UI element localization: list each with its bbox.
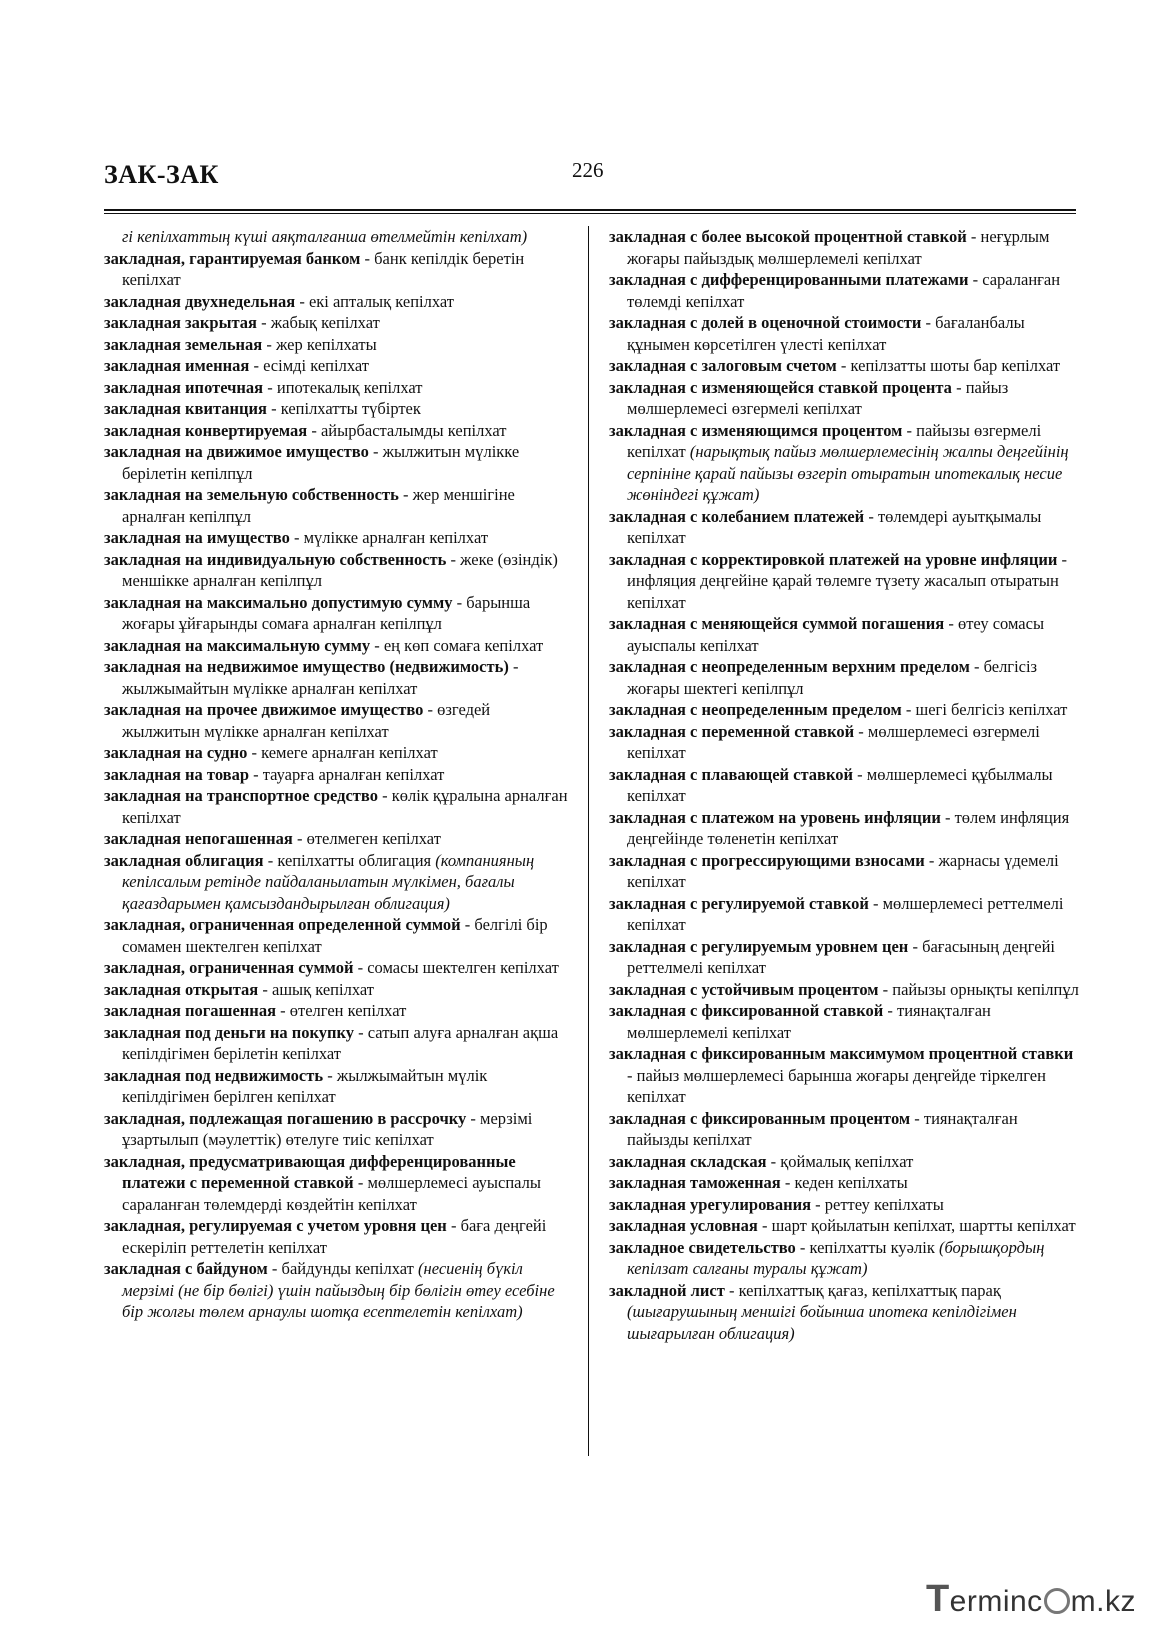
entry-definition: төлемдері ауытқымалы кепілхат [627,506,1042,547]
entry-definition: екі апталық кепілхат [308,291,454,311]
entry-definition: тиянақталған пайызды кепілхат [627,1108,1018,1149]
entry-definition: баға деңгейі ескеріліп реттелетін кепілхат [122,1216,547,1257]
entry-definition: айырбасталымды кепілхат [320,420,507,440]
entry-definition: жер меншігіне арналған кепілпұл [122,485,515,526]
entry-term: закладная под недвижимость [104,1065,324,1085]
header-rule-thick [104,209,1076,211]
entry-definition: жарнасы үдемелі кепілхат [627,850,1059,891]
entry-definition: жер кепілхаты [275,334,377,354]
entry-term: закладная с байдуном [104,1259,268,1278]
entry-term: закладная на индивидуальную собственность [104,549,447,569]
entry-definition: кеден кепілхаты [794,1173,908,1192]
header-rule-thin [104,213,1076,214]
entry-term: закладная на земельную собственность [104,485,399,504]
dictionary-entry: закладная на максимальную сумму - ең көп сомаға кепілхат [104,635,544,655]
entry-term: закладная с плавающей ставкой [609,764,854,784]
entry-definition: шарт қойылатын кепілхат, шартты кепілхат [771,1216,1076,1235]
dictionary-entry: закладная ипотечная - ипотекалық кепілхат [104,377,423,397]
entry-term: закладная таможенная [609,1173,781,1192]
entry-term: закладная непогашенная [104,829,293,848]
column-divider [588,226,589,1456]
entry-term: закладная на прочее движимое имущество [104,700,424,719]
dictionary-entry: закладная с устойчивым процентом - пайызы орнықты кепілпұл [609,979,1079,999]
dictionary-entry: закладной лист - кепілхаттық қағаз, кепілхаттық парақ (шығарушының меншігі бойынша ипотека кепілдігімен шығарылған облигация) [609,1280,1017,1343]
entry-definition: барынша жоғары ұйғарынды сомаға арналған кепілпұл [122,592,531,633]
dictionary-entry: закладная с неопределенным пределом - шегі белгісіз кепілхат [609,700,1068,719]
entry-term: закладная с фиксированной ставкой [609,1001,884,1020]
entry-definition: шегі белгісіз кепілхат [915,700,1068,719]
entry-term: закладная с залоговым счетом [609,356,837,375]
entry-definition: ең көп сомаға кепілхат [383,635,544,655]
entry-definition: мөлшерлемесі ауыспалы сараланған төлемдерді көздейтін кепілхат [122,1173,541,1214]
entry-definition: бағасының деңгейі реттелмелі кепілхат [627,936,1055,977]
entry-definition: байдунды кепілхат [281,1259,414,1278]
left-column [104,226,572,1323]
dictionary-entry: закладная непогашенная - өтелмеген кепілхат [104,829,441,848]
dictionary-entry: закладная открытая - ашық кепілхат [104,979,374,999]
entry-definition: жылжымайтын мүлік кепілдігімен берілген кепілхат [122,1065,488,1106]
entry-term: закладная с регулируемым уровнем цен [609,936,909,956]
entry-definition: мүлікке арналған кепілхат [303,528,489,547]
dictionary-entry: закладная под деньги на покупку - сатып алуға арналған ақша кепілдігімен берілетін кепілхат [104,1022,559,1063]
entry-term: закладная на максимально допустимую сумму [104,592,453,612]
entry-term: закладная с изменяющимся процентом [609,420,903,440]
entry-term: закладная именная [104,356,250,375]
dictionary-entry: закладное свидетельство - кепілхатты куәлік (борышқордың кепілзат салғаны туралы құжат) [609,1237,1045,1278]
dictionary-entry: закладная закрытая - жабық кепілхат [104,313,380,332]
dictionary-entry: закладная квитанция - кепілхатты түбіртек [104,399,421,418]
dictionary-entry: закладная с залоговым счетом - кепілзатты шоты бар кепілхат [609,356,1061,375]
dictionary-entry: закладная на товар - тауарға арналған кепілхат [104,764,445,784]
dictionary-entry: закладная с меняющейся суммой погашения - өтеу сомасы ауыспалы кепілхат [609,614,1045,655]
entry-term: закладная с неопределенным пределом [609,700,902,719]
entry-term: закладная на судно [104,743,248,762]
entry-term: закладная на транспортное средство [104,786,378,805]
dictionary-entry: закладная таможенная - кеден кепілхаты [609,1173,908,1192]
entry-term: закладная облигация [104,850,264,870]
dictionary-entry: закладная с долей в оценочной стоимости - бағаланбалы құнымен көрсетілген үлесті кепілхат [609,313,1025,354]
entry-definition: мөлшерлемесі құбылмалы кепілхат [627,764,1053,805]
entry-term: закладная, ограниченная суммой [104,958,354,977]
dictionary-entry: закладная на прочее движимое имущество - өзгедей жылжитын мүлікке арналған кепілхат [104,700,491,741]
dictionary-entry: закладная складская - қоймалық кепілхат [609,1151,914,1171]
entry-definition: жабық кепілхат [270,313,380,332]
dictionary-entry: закладная земельная - жер кепілхаты [104,334,377,354]
dictionary-entry: закладная на индивидуальную собственность - жеке (өзіндік) меншікке арналған кепілпұл [104,549,558,590]
entry-term: закладная, гарантируемая банком [104,248,361,268]
dictionary-entry: закладная именная - есімді кепілхат [104,356,369,375]
entry-definition: мөлшерлемесі реттелмелі кепілхат [627,893,1064,934]
dictionary-entry: закладная на движимое имущество - жылжитын мүлікке берілетін кепілпұл [104,442,520,483]
entry-definition: сатып алуға арналған ақша кепілдігімен берілетін кепілхат [122,1022,559,1063]
entry-definition: тиянақталған мөлшерлемелі кепілхат [627,1001,991,1042]
entry-definition: есімді кепілхат [263,356,369,375]
entry-term: закладная с долей в оценочной стоимости [609,313,922,332]
entry-term: закладная с прогрессирующими взносами [609,850,925,870]
entry-term: закладная ипотечная [104,377,264,397]
dictionary-entry: закладная на недвижимое имущество (недвижимость) - жылжымайтын мүлікке арналған кепілхат [104,657,519,698]
entry-term: закладная квитанция [104,399,267,418]
dictionary-entry: закладная с дифференцированными платежами - сараланған төлемді кепілхат [609,270,1061,311]
entry-definition: сомасы шектелген кепілхат [367,958,559,977]
entry-definition: сараланған төлемді кепілхат [627,270,1061,311]
right-column [609,226,1079,1344]
entry-definition: жылжитын мүлікке берілетін кепілпұл [122,442,520,483]
page-number: 226 [572,158,604,182]
entry-term: закладная с фиксированным максимумом процентной ставки [609,1044,1074,1063]
entry-definition: банк кепілдік беретін кепілхат [122,248,525,289]
entry-definition: белгілі бір сомамен шектелген кепілхат [122,915,548,956]
dictionary-entry: закладная под недвижимость - жылжымайтын мүлік кепілдігімен берілген кепілхат [104,1065,488,1106]
entry-definition: жеке (өзіндік) меншікке арналған кепілпұл [122,549,558,590]
entry-term: закладная с платежом на уровень инфляции [609,807,941,827]
dictionary-entry: закладная, ограниченная суммой - сомасы шектелген кепілхат [104,958,559,977]
logo-ring-icon [1044,1588,1070,1614]
entry-term: закладная земельная [104,334,263,354]
dictionary-entry: закладная конвертируемая - айырбасталымды кепілхат [104,420,507,440]
entry-term: закладная, предусматривающая дифференцированные платежи с переменной ставкой [104,1151,516,1192]
entry-term: закладная урегулирования [609,1194,812,1214]
dictionary-entry: закладная с фиксированным процентом - тиянақталған пайызды кепілхат [609,1108,1018,1149]
dictionary-entry: закладная условная - шарт қойылатын кепілхат, шартты кепілхат [609,1216,1076,1235]
dictionary-entry: закладная с прогрессирующими взносами - жарнасы үдемелі кепілхат [609,850,1059,891]
entry-definition: өтеу сомасы ауыспалы кепілхат [627,614,1045,655]
entry-definition: белгісіз жоғары шектегі кепілпұл [627,657,1038,698]
dictionary-entry: закладная на максимально допустимую сумму - барынша жоғары ұйғарынды сомаға арналған кепілпұл [104,592,531,633]
entry-term: закладная складская [609,1151,767,1171]
entry-definition: кепілхатты түбіртек [280,399,421,418]
dictionary-entry: закладная с платежом на уровень инфляции - төлем инфляция деңгейінде төленетін кепілхат [609,807,1070,848]
dictionary-entry: закладная на земельную собственность - жер меншігіне арналған кепілпұл [104,485,515,526]
dictionary-entry: закладная на транспортное средство - көлік құралына арналған кепілхат [104,786,568,827]
entry-note: (нарықтық пайыз мөлшерлемесінің жалпы деңгейінің серпініне қарай пайызы өзгеріп отыратын ипотекалық несие жөніндегі құжат) [627,442,1069,504]
entry-definition: өзгедей жылжитын мүлікке арналған кепілхат [122,700,491,741]
entry-term: закладная с корректировкой платежей на уровне инфляции [609,549,1058,569]
entry-definition: кепілхатты куәлік [809,1237,935,1257]
entry-term: закладная, регулируемая с учетом уровня цен [104,1216,447,1235]
dictionary-entry: закладная с колебанием платежей - төлемдері ауытқымалы кепілхат [609,506,1042,547]
entry-definition: өтелмеген кепілхат [306,829,441,848]
entry-term: закладная условная [609,1216,758,1235]
entry-definition: кемеге арналған кепілхат [261,743,438,762]
entry-term: закладная двухнедельная [104,291,296,311]
dictionary-entry: закладная погашенная - өтелген кепілхат [104,1001,407,1020]
entry-term: закладная открытая [104,979,259,999]
header-title: ЗАК-ЗАК [104,160,219,189]
entry-term: закладная с изменяющейся ставкой процента [609,377,952,397]
entry-definition: пайыз мөлшерлемесі барынша жоғары деңгейде тіркелген кепілхат [627,1065,1046,1106]
dictionary-entry: закладная, предусматривающая дифференцированные платежи с переменной ставкой - мөлшерлемесі ауыспалы сараланған төлемдерді көздейтін кепілхат [104,1151,541,1214]
entry-definition: пайызы өзгермелі кепілхат [627,420,1042,461]
entry-definition: пайызы орнықты кепілпұл [892,979,1079,999]
dictionary-entry: закладная на имущество - мүлікке арналған кепілхат [104,528,489,547]
dictionary-entry: закладная с неопределенным верхним пределом - белгісіз жоғары шектегі кепілпұл [609,657,1038,698]
dictionary-entry: закладная с байдуном - байдунды кепілхат (несиенің бүкіл мерзімі (не бір бөлігі) үшін пайыздың бір бөлігін өтеу есебіне бір жолғы төлем арнаулы шотқа есептелетін кепілхат) [104,1259,555,1321]
dictionary-entry: закладная с регулируемой ставкой - мөлшерлемесі реттелмелі кепілхат [609,893,1064,934]
entry-term: закладная на движимое имущество [104,442,369,461]
dictionary-entry: закладная, подлежащая погашению в рассрочку - мерзімі ұзартылып (мәулеттік) өтелуге тиіс кепілхат [104,1108,533,1149]
entry-term: закладная с неопределенным верхним пределом [609,657,970,676]
dictionary-entry: закладная с регулируемым уровнем цен - бағасының деңгейі реттелмелі кепілхат [609,936,1055,977]
entry-definition: инфляция деңгейіне қарай төлемге түзету жасалып отыратын кепілхат [627,571,1059,612]
entry-definition: бағаланбалы құнымен көрсетілген үлесті кепілхат [627,313,1025,354]
dictionary-entry: закладная, гарантируемая банком - банк кепілдік беретін кепілхат [104,248,525,289]
dictionary-entry: закладная с фиксированным максимумом процентной ставки - пайыз мөлшерлемесі барынша жоғары деңгейде тіркелген кепілхат [609,1044,1074,1106]
termincom-logo: Terminc m.kz [925,1578,1136,1620]
entry-definition: кепілхатты облигация [277,850,432,870]
dictionary-entry: закладная с переменной ставкой - мөлшерлемесі өзгермелі кепілхат [609,721,1040,762]
entry-definition: мерзімі ұзартылып (мәулеттік) өтелуге тиіс кепілхат [122,1108,533,1149]
entry-note: (шығарушының меншігі бойынша ипотека кепілдігімен шығарылған облигация) [627,1302,1017,1343]
dictionary-entry: закладная двухнедельная - екі апталық кепілхат [104,291,454,311]
entry-term: закладная под деньги на покупку [104,1022,355,1042]
entry-term: закладная, ограниченная определенной суммой [104,915,461,934]
entry-definition: ипотекалық кепілхат [276,377,423,397]
dictionary-entry: закладная на судно - кемеге арналған кепілхат [104,743,438,762]
dictionary-entry: закладная с плавающей ставкой - мөлшерлемесі құбылмалы кепілхат [609,764,1053,805]
entry-term: закладной лист [609,1280,725,1300]
entry-definition: реттеу кепілхаты [824,1194,944,1214]
entry-note: (компанияның кепілсалым ретінде пайдаланылатын мүлкімен, бағалы қағаздарымен қамсыздандырылған облигация) [122,850,535,913]
entry-term: закладная с колебанием платежей [609,506,865,526]
entry-term: закладная с устойчивым процентом [609,979,879,999]
dictionary-entry [104,226,572,248]
dictionary-entry: закладная с фиксированной ставкой - тиянақталған мөлшерлемелі кепілхат [609,1001,991,1042]
entry-definition: тауарға арналған кепілхат [262,764,445,784]
entry-note: гі кепілхаттың күші аяқталғанша өтелмейтін кепілхат) [122,227,528,246]
entry-definition: неғұрлым жоғары пайыздық мөлшерлемелі кепілхат [627,227,1050,268]
entry-definition: көлік құралына арналған кепілхат [122,786,568,827]
dictionary-entry: закладная урегулирования - реттеу кепілхаты [609,1194,944,1214]
entry-term: закладное свидетельство [609,1237,796,1257]
entry-definition: өтелген кепілхат [289,1001,407,1020]
entry-definition: мөлшерлемесі өзгермелі кепілхат [627,721,1040,762]
entry-term: закладная на имущество [104,528,290,547]
dictionary-entry: закладная облигация - кепілхатты облигация (компанияның кепілсалым ретінде пайдаланылатын мүлкімен, бағалы қағаздарымен қамсыздандырылған облигация) [104,850,535,913]
entry-term: закладная с регулируемой ставкой [609,893,869,913]
entry-definition: пайыз мөлшерлемесі өзгермелі кепілхат [627,377,1009,418]
dictionary-entry: закладная, регулируемая с учетом уровня цен - баға деңгейі ескеріліп реттелетін кепілхат [104,1216,547,1257]
entry-term: закладная на товар [104,764,249,784]
entry-term: закладная закрытая [104,313,257,332]
dictionary-entry: закладная с корректировкой платежей на уровне инфляции - инфляция деңгейіне қарай төлемге түзету жасалып отыратын кепілхат [609,549,1068,612]
entry-definition: кепілзатты шоты бар кепілхат [850,356,1061,375]
entry-term: закладная, подлежащая погашению в рассрочку [104,1108,467,1128]
dictionary-entry: закладная с изменяющейся ставкой процента - пайыз мөлшерлемесі өзгермелі кепілхат [609,377,1009,418]
entry-term: закладная на недвижимое имущество (недвижимость) [104,657,509,676]
entry-term: закладная погашенная [104,1001,276,1020]
entry-term: закладная с более высокой процентной ставкой [609,227,967,246]
entry-term: закладная с фиксированным процентом [609,1108,911,1128]
entry-note: (борышқордың кепілзат салғаны туралы құжат) [627,1237,1045,1278]
dictionary-entry: закладная с изменяющимся процентом - пайызы өзгермелі кепілхат (нарықтық пайыз мөлшерлемесінің жалпы деңгейінің серпініне қарай пайызы өзгеріп отыратын ипотекалық несие жөніндегі құжат) [609,420,1069,504]
entry-term: закладная с меняющейся суммой погашения [609,614,945,633]
entry-definition: кепілхаттық қағаз, кепілхаттық парақ [738,1280,1001,1300]
entry-definition: ашық кепілхат [272,979,374,999]
entry-definition: жылжымайтын мүлікке арналған кепілхат [122,678,418,698]
dictionary-entry: закладная, ограниченная определенной суммой - белгілі бір сомамен шектелген кепілхат [104,915,548,956]
entry-term: закладная с переменной ставкой [609,721,855,741]
entry-term: закладная конвертируемая [104,420,308,440]
entry-term: закладная на максимальную сумму [104,635,371,655]
entry-term: закладная с дифференцированными платежами [609,270,969,289]
entry-definition: төлем инфляция деңгейінде төленетін кепілхат [627,807,1070,848]
entry-note: (несиенің бүкіл мерзімі (не бір бөлігі) үшін пайыздың бір бөлігін өтеу есебіне бір жолғы төлем арнаулы шотқа есептелетін кепілхат) [122,1259,555,1321]
dictionary-entry: закладная с более высокой процентной ставкой - неғұрлым жоғары пайыздық мөлшерлемелі кепілхат [609,227,1050,268]
entry-definition: қоймалық кепілхат [780,1151,914,1171]
page-header [104,150,1076,210]
